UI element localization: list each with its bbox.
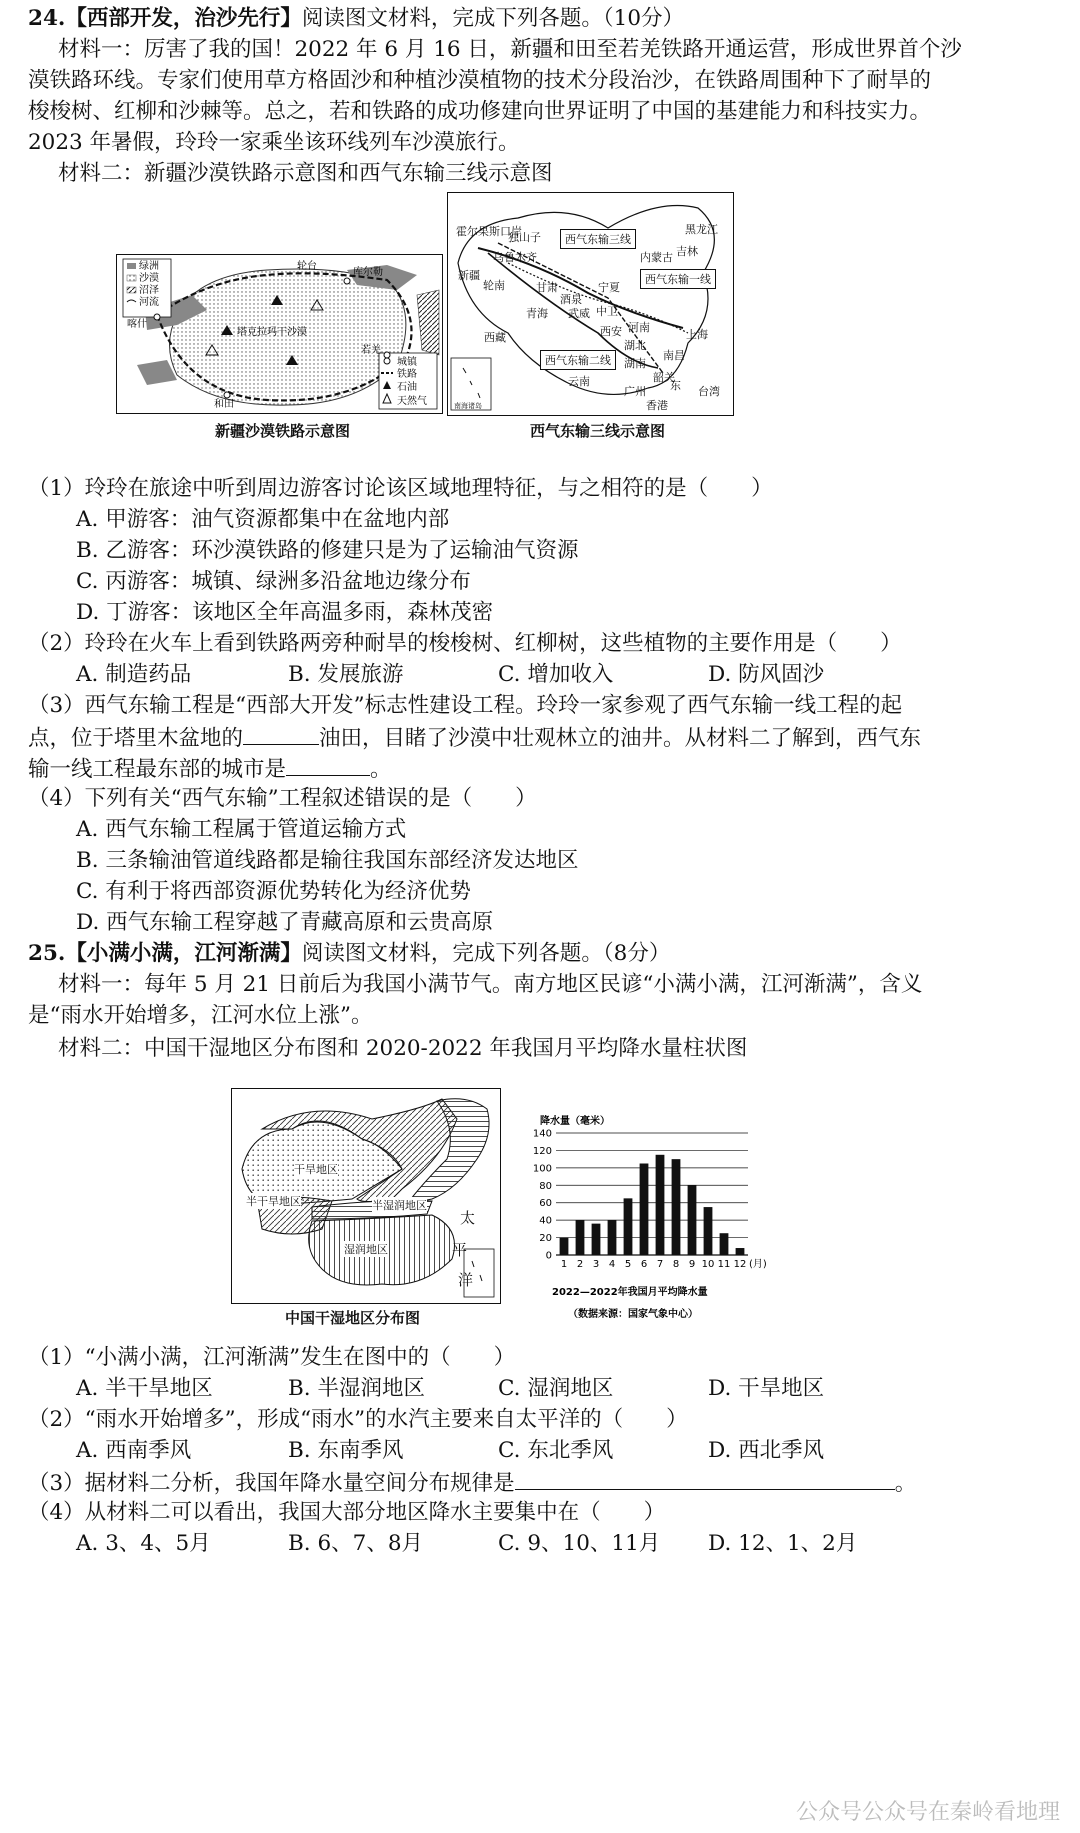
- legend-desert: 沙漠: [139, 273, 159, 284]
- q24-sub3-blank-oilfield[interactable]: [243, 722, 319, 745]
- q24-sub3-text-c: 输一线工程最东部的城市是: [28, 757, 287, 782]
- q24-instruction: 阅读图文材料，完成下列各题。（10分）: [301, 6, 685, 31]
- q24-sub4-option-b[interactable]: B. 三条输油管道线路都是输往我国东部经济发达地区: [76, 848, 579, 873]
- chart-bar-month-8: [672, 1159, 681, 1255]
- watermark: 公众号公众号在秦岭看地理: [795, 1800, 1060, 1825]
- map-label-luntai: 轮台: [297, 261, 317, 272]
- q25-number: 25.: [28, 941, 66, 966]
- legend-swamp: 沼泽: [139, 285, 159, 296]
- pipeline-line3-label: 西气东输三线: [560, 229, 636, 249]
- chart-x-tick-label: 12: [733, 1259, 747, 1270]
- chart-bar-month-10: [704, 1207, 713, 1255]
- map-label-place: 独山子: [508, 231, 541, 244]
- map-label-ruoqiang: 若羌: [361, 345, 381, 356]
- dry-wet-region-map: [231, 1088, 501, 1304]
- q24-topic: 【西部开发，治沙先行】: [65, 6, 302, 31]
- q25-sub2-option-a[interactable]: A. 西南季风: [76, 1438, 192, 1463]
- q24-sub3-text-a: 点，位于塔里木盆地的: [28, 726, 244, 751]
- q25-material1-line2: 是“雨水开始增多，江河水位上涨”。: [28, 1003, 373, 1028]
- map-label-place: 黑龙江: [685, 223, 718, 236]
- q24-sub3-line2: [28, 722, 1060, 754]
- q25-sub1-option-a[interactable]: A. 半干旱地区: [76, 1376, 213, 1401]
- pipeline-map: [447, 192, 734, 416]
- q25-sub3-blank[interactable]: [515, 1467, 895, 1490]
- q24-title: [28, 4, 1060, 34]
- q25-instruction: 阅读图文材料，完成下列各题。（8分）: [301, 941, 671, 966]
- q24-material1-line2: 漠铁路环线。专家们使用草方格固沙和种植沙漠植物的技术分段治沙，在铁路周围种下了耐旱的: [28, 68, 932, 93]
- chart-y-tick-label: 20: [539, 1233, 552, 1245]
- map-label-place: 东: [670, 379, 681, 392]
- map-label-hetian: 和田: [214, 399, 234, 410]
- region-semiarid-label: 半干旱地区: [246, 1195, 301, 1208]
- q24-sub2-option-c[interactable]: C. 增加收入: [498, 662, 614, 687]
- q25-title: [28, 939, 1060, 969]
- chart-x-tick-label: 7: [656, 1259, 664, 1270]
- map-label-place: 西安: [600, 325, 622, 338]
- map-label-place: 广州: [624, 385, 646, 398]
- pipeline-map-caption: 西气东输三线示意图: [530, 422, 666, 440]
- xinjiang-map-caption: 新疆沙漠铁路示意图: [215, 422, 351, 440]
- q25-sub2-option-b[interactable]: B. 东南季风: [288, 1438, 404, 1463]
- dry-wet-map-caption: 中国干湿地区分布图: [285, 1309, 421, 1327]
- map-label-place: 乌鲁木齐: [493, 251, 537, 264]
- map-label-place: 香港: [646, 399, 668, 412]
- chart-x-tick-label: 5: [624, 1259, 632, 1270]
- chart-bar-month-4: [608, 1220, 617, 1255]
- q25-sub2-option-d[interactable]: D. 西北季风: [708, 1438, 825, 1463]
- q24-number: 24.: [28, 6, 66, 31]
- chart-y-tick-label: 60: [539, 1198, 552, 1210]
- q25-sub4-option-d[interactable]: D. 12、1、2月: [708, 1531, 858, 1556]
- map-label-nanhai: 南海诸岛: [454, 402, 482, 410]
- chart-x-tick-label: 1: [560, 1259, 568, 1270]
- chart-bar-month-12: [736, 1248, 745, 1255]
- legend-town: 城镇: [397, 357, 417, 368]
- q24-material2: 材料二：新疆沙漠铁路示意图和西气东输三线示意图: [58, 161, 553, 186]
- q25-sub1-option-d[interactable]: D. 干旱地区: [708, 1376, 825, 1401]
- map-label-taklamakan: 塔克拉玛干沙漠: [237, 327, 307, 338]
- q24-sub2-option-a[interactable]: A. 制造药品: [76, 662, 192, 687]
- chart-bar-month-6: [640, 1164, 649, 1256]
- q24-material1-line3: 梭梭树、红柳和沙棘等。总之，若和铁路的成功修建向世界证明了中国的基建能力和科技实力。: [28, 99, 932, 124]
- pipeline-line2-label: 西气东输二线: [540, 350, 616, 370]
- chart-source: （数据来源：国家气象中心）: [568, 1309, 698, 1320]
- chart-x-tick-label: 2: [576, 1259, 584, 1270]
- chart-y-axis-label: 降水量（毫米）: [540, 1116, 610, 1127]
- map-label-place: 上海: [686, 328, 708, 341]
- chart-x-tick-label: 11: [717, 1259, 731, 1270]
- chart-y-tick-label: 100: [532, 1163, 552, 1175]
- map-label-kashi: 喀什: [127, 319, 147, 330]
- map-label-place: 韶关: [653, 371, 675, 384]
- map-label-place: 内蒙古: [640, 251, 673, 264]
- map-label-place: 湖北: [624, 339, 646, 352]
- map-label-place: 新疆: [458, 269, 480, 282]
- map-label-place: 武威: [568, 307, 590, 320]
- chart-bar-month-5: [624, 1198, 633, 1255]
- q24-sub3-line3: [28, 753, 1060, 785]
- q25-material2: 材料二：中国干湿地区分布图和 2020-2022 年我国月平均降水量柱状图: [58, 1036, 748, 1061]
- q24-material1-line4: 2023 年暑假，玲玲一家乘坐该环线列车沙漠旅行。: [28, 130, 520, 155]
- chart-y-tick-label: 0: [545, 1250, 552, 1262]
- xinjiang-railway-map: [116, 254, 443, 414]
- map-label-place: 吉林: [676, 245, 698, 258]
- chart-y-tick-label: 40: [539, 1215, 552, 1227]
- q25-sub1-stem: （1）“小满小满，江河渐满”发生在图中的（ ）: [28, 1345, 516, 1370]
- chart-x-unit: (月): [749, 1259, 767, 1270]
- map-label-place: 湖南: [624, 357, 646, 370]
- q25-topic: 【小满小满，江河渐满】: [65, 941, 302, 966]
- region-semihumid-label: 半湿润地区: [372, 1199, 427, 1212]
- q24-sub3-line1: （3）西气东输工程是“西部大开发”标志性建设工程。玲玲一家参观了西气东输一线工程的起: [28, 693, 903, 718]
- map-label-place: 青海: [526, 307, 548, 320]
- q24-sub4-option-a[interactable]: A. 西气东输工程属于管道运输方式: [76, 817, 407, 842]
- chart-bar-month-9: [688, 1185, 697, 1255]
- legend-river: 河流: [139, 297, 159, 308]
- q24-sub1-option-d[interactable]: D. 丁游客：该地区全年高温多雨，森林茂密: [76, 600, 494, 625]
- chart-x-tick-label: 4: [608, 1259, 616, 1270]
- chart-bar-month-7: [656, 1155, 665, 1255]
- chart-y-tick-label: 120: [532, 1145, 552, 1157]
- chart-bar-month-2: [576, 1220, 585, 1255]
- legend-rail: 铁路: [397, 369, 417, 380]
- pipeline-line1-label: 西气东输一线: [640, 269, 716, 289]
- map-label-place: 南昌: [663, 349, 685, 362]
- q24-sub1-option-b[interactable]: B. 乙游客：环沙漠铁路的修建只是为了运输油气资源: [76, 538, 579, 563]
- map-label-place: 轮南: [483, 279, 505, 292]
- map-label-place: 台湾: [698, 385, 720, 398]
- map-label-place: 酒泉: [560, 293, 582, 306]
- legend-gas: 天然气: [397, 396, 427, 407]
- q24-sub3-blank-city[interactable]: [286, 753, 370, 776]
- map-label-kuerle: 库尔勒: [353, 267, 383, 278]
- region-arid-label: 干旱地区: [294, 1163, 338, 1176]
- q24-sub2-stem: （2）玲玲在火车上看到铁路两旁种耐旱的梭梭树、红柳树，这些植物的主要作用是（ ）: [28, 631, 902, 656]
- q25-sub4-option-b[interactable]: B. 6、7、8月: [288, 1531, 424, 1556]
- region-humid-label: 湿润地区: [344, 1243, 388, 1256]
- q24-sub2-option-d[interactable]: D. 防风固沙: [708, 662, 825, 687]
- precipitation-chart-svg: [520, 1115, 790, 1330]
- pacific-label-ping: 平: [452, 1241, 468, 1259]
- legend-oasis: 绿洲: [139, 261, 159, 272]
- map-label-place: 西藏: [484, 331, 506, 344]
- q25-sub1-option-b[interactable]: B. 半湿润地区: [288, 1376, 425, 1401]
- precipitation-chart: [520, 1115, 790, 1330]
- chart-x-tick-label: 9: [688, 1259, 696, 1270]
- chart-bar-month-11: [720, 1233, 729, 1255]
- q24-sub4-option-c[interactable]: C. 有利于将西部资源优势转化为经济优势: [76, 879, 471, 904]
- chart-bar-month-3: [592, 1224, 601, 1255]
- q25-sub2-stem: （2）“雨水开始增多”，形成“雨水”的水汽主要来自太平洋的（ ）: [28, 1407, 688, 1432]
- chart-x-tick-label: 8: [672, 1259, 680, 1270]
- chart-x-tick-label: 3: [592, 1259, 600, 1270]
- q25-sub4-stem: （4）从材料二可以看出，我国大部分地区降水主要集中在（ ）: [28, 1500, 666, 1525]
- q25-sub4-option-c[interactable]: C. 9、10、11月: [498, 1531, 661, 1556]
- map-label-place: 河南: [628, 321, 650, 334]
- q25-sub2-option-c[interactable]: C. 东北季风: [498, 1438, 614, 1463]
- chart-x-tick-label: 10: [701, 1259, 715, 1270]
- q24-sub1-option-a[interactable]: A. 甲游客：油气资源都集中在盆地内部: [76, 507, 450, 532]
- q25-sub1-option-c[interactable]: C. 湿润地区: [498, 1376, 614, 1401]
- q24-sub4-option-d[interactable]: D. 西气东输工程穿越了青藏高原和云贵高原: [76, 910, 494, 935]
- q24-sub3-text-b: 油田，目睹了沙漠中壮观林立的油井。从材料二了解到，西气东: [319, 726, 922, 751]
- q25-sub3-stem: （3）据材料二分析，我国年降水量空间分布规律是: [28, 1471, 515, 1496]
- q24-sub4-stem: （4）下列有关“西气东输”工程叙述错误的是（ ）: [28, 786, 537, 811]
- pacific-label-tai: 太: [460, 1209, 476, 1227]
- q25-sub4-option-a[interactable]: A. 3、4、5月: [76, 1531, 211, 1556]
- chart-bar-month-1: [560, 1238, 569, 1255]
- q24-sub1-option-c[interactable]: C. 丙游客：城镇、绿洲多沿盆地边缘分布: [76, 569, 471, 594]
- pacific-label-yang: 洋: [458, 1271, 474, 1289]
- map-label-place: 霍尔果斯口岸: [456, 225, 522, 238]
- xinjiang-map-svg: [117, 255, 442, 413]
- q25-sub3-end: 。: [894, 1471, 917, 1496]
- map-label-place: 甘肃: [536, 281, 558, 294]
- q25-sub3-line: [28, 1467, 1060, 1499]
- map-label-place: 中卫: [596, 305, 618, 318]
- chart-y-tick-label: 140: [532, 1128, 552, 1140]
- q24-sub2-option-b[interactable]: B. 发展旅游: [288, 662, 404, 687]
- q24-sub3-text-d: 。: [370, 757, 392, 782]
- chart-y-tick-label: 80: [539, 1180, 552, 1192]
- q24-material1-line1: 材料一：厉害了我的国！2022 年 6 月 16 日，新疆和田至若羌铁路开通运营，形成世界首个沙: [58, 37, 962, 62]
- q25-material1-line1: 材料一：每年 5 月 21 日前后为我国小满节气。南方地区民谚“小满小满，江河渐满”，含义: [58, 972, 923, 997]
- q24-sub1-stem: （1）玲玲在旅途中听到周边游客讨论该区域地理特征，与之相符的是（ ）: [28, 476, 773, 501]
- chart-x-tick-label: 6: [640, 1259, 648, 1270]
- map-label-place: 宁夏: [598, 281, 620, 294]
- chart-title: 2022—2022年我国月平均降水量: [552, 1287, 708, 1298]
- map-label-place: 云南: [568, 375, 590, 388]
- legend-oil: 石油: [397, 382, 417, 393]
